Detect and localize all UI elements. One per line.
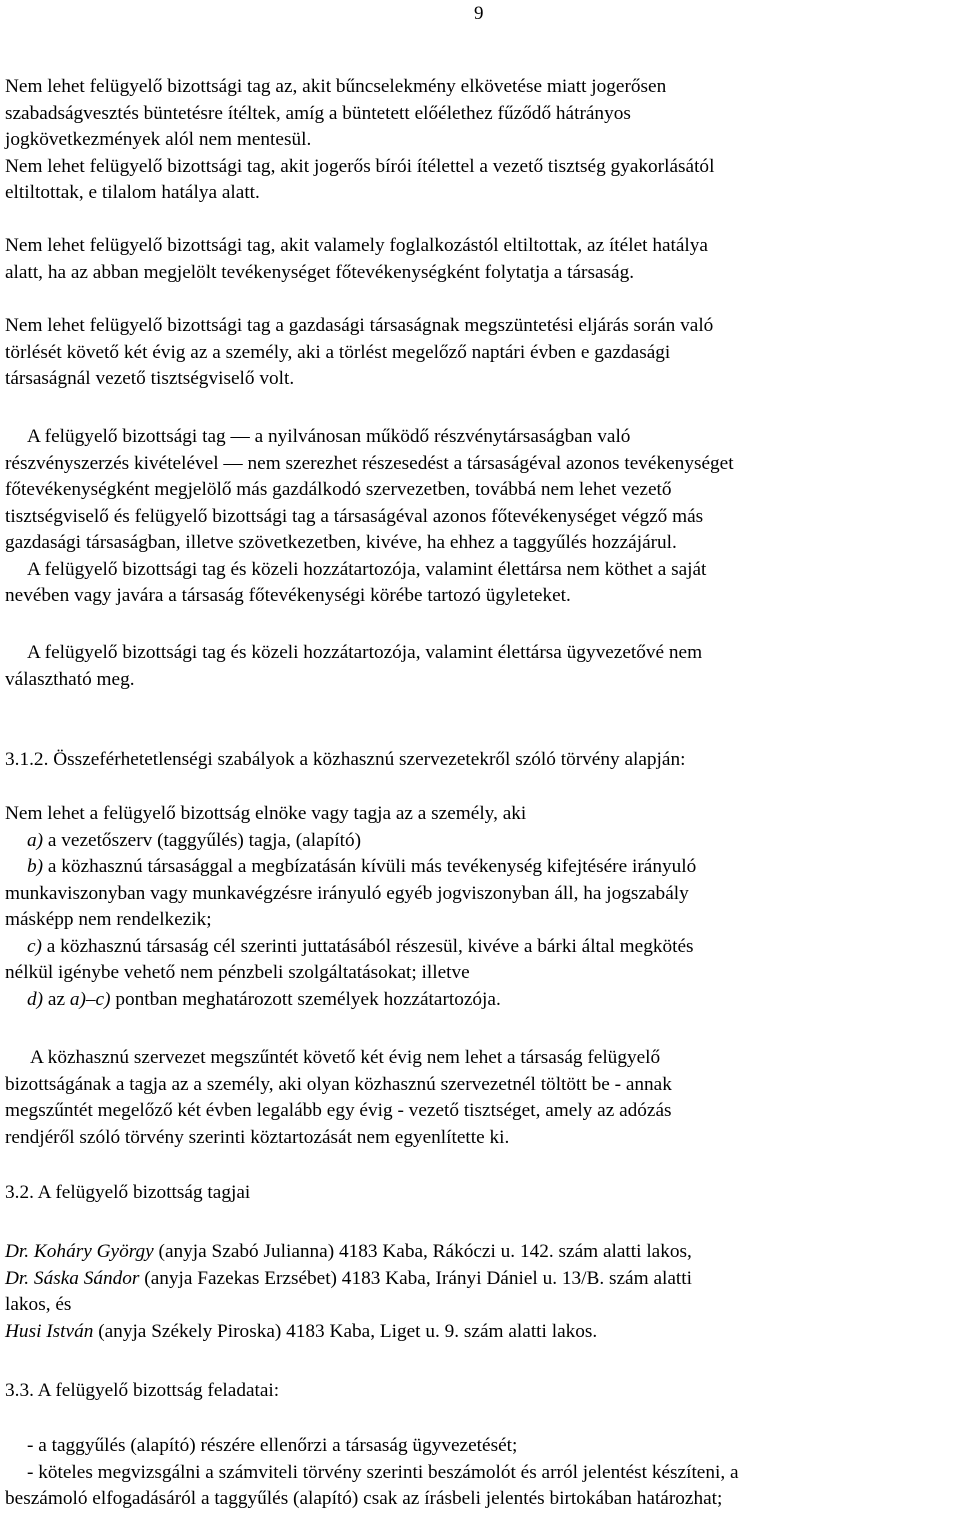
member-entry (5, 1239, 960, 1266)
list-item-d (5, 987, 960, 1014)
list-item-c (5, 934, 960, 961)
list-item-a (5, 828, 960, 855)
paragraph-manager-restriction (5, 640, 960, 693)
text-line: gazdasági társaságban, illetve szövetkezetben, kivéve, ha ehhez a taggyűlés hozzájárul. (5, 532, 677, 553)
text-line: törlését követő két évig az a személy, aki a törlést megelőző naptári évben e gazdasági (5, 341, 671, 363)
task-item: - a taggyűlés (alapító) részére ellenőrzi a társaság ügyvezetését; (27, 1435, 518, 1456)
heading-text: 3.2. A felügyelő bizottság tagjai (5, 1182, 251, 1203)
text-line: nevében vagy javára a társaság főtevékenységi körébe tartozó ügyleteket. (5, 585, 571, 606)
member-details: (anyja Székely Piroska) 4183 Kaba, Liget u. 9. szám alatti lakos. (93, 1320, 598, 1342)
task-item: - köteles megvizsgálni a számviteli törvény szerinti beszámolót és arról jelentést készíteni, a (27, 1461, 739, 1483)
text-line: beszámoló elfogadásáról a taggyűlés (alapító) csak az írásbeli jelentés birtokában határozhat; (5, 1488, 723, 1509)
text-line: Nem lehet felügyelő bizottsági tag, akit jogerős bírói ítélettel a vezető tisztség gyakorlásától (5, 155, 715, 177)
text-line: jogkövetkezmények alól nem mentesül. (5, 129, 312, 150)
member-list (5, 1239, 960, 1345)
text-line: Nem lehet felügyelő bizottsági tag az, akit bűncselekmény elkövetése miatt jogerősen (5, 76, 667, 97)
text-line: másképp nem rendelkezik; (5, 909, 212, 930)
list-item-text: a közhasznú társaság cél szerinti juttatásából részesül, kivéve a bárki által megkötés (41, 935, 694, 957)
text-line: rendjéről szóló törvény szerinti köztartozását nem egyenlítette ki. (5, 1126, 510, 1148)
list-item-text: a vezetőszerv (taggyűlés) tagja, (alapító) (43, 829, 362, 851)
paragraph-public-benefit (5, 1045, 960, 1151)
text-line: munkaviszonyban vagy munkavégzésre irányuló egyéb jogviszonyban áll, ha jogszabály (5, 882, 689, 904)
member-name: Dr. Koháry György (5, 1241, 154, 1262)
text-line: A felügyelő bizottsági tag — a nyilvánosan működő részvénytársaságban való (27, 426, 631, 447)
heading-text: 3.1.2. Összeférhetetlenségi szabályok a közhasznú szervezetekről szóló törvény alapján: (5, 749, 686, 770)
text-line: társaságnál vezető tisztségviselő volt. (5, 368, 295, 389)
text-line: A felügyelő bizottsági tag és közeli hozzátartozója, valamint élettársa ügyvezetővé nem (27, 642, 703, 663)
text-line: A felügyelő bizottsági tag és közeli hozzátartozója, valamint élettársa nem köthet a saját (27, 558, 707, 580)
paragraph-dissolution (5, 313, 960, 393)
paragraph-competition-restriction (5, 424, 960, 610)
list-marker: c) (27, 935, 42, 957)
paragraph-criminal-conviction (5, 74, 960, 207)
member-details: (anyja Fazekas Erzsébet) 4183 Kaba, Irányi Dániel u. 13/B. szám alatti (139, 1267, 692, 1289)
section-heading-3-1-2 (5, 747, 960, 774)
member-entry (5, 1266, 960, 1293)
text-line: megszűntét megelőző két évben legalább egy évig - vezető tisztséget, amely az adózás (5, 1100, 672, 1121)
list-intro: Nem lehet a felügyelő bizottság elnöke vagy tagja az a személy, aki (5, 803, 527, 824)
member-details: (anyja Szabó Julianna) 4183 Kaba, Rákóczi u. 142. szám alatti lakos, (153, 1241, 692, 1262)
member-name: Husi István (5, 1320, 94, 1342)
text-line: szabadságvesztés büntetésre ítéltek, amíg a büntetett előélethez fűződő hátrányos (5, 102, 631, 124)
list-marker: a) (27, 829, 44, 851)
text-line: Nem lehet felügyelő bizottsági tag a gazdasági társaságnak megszüntetési eljárás során való (5, 315, 714, 336)
paragraph-occupation-ban (5, 233, 960, 286)
list-item-reference: a)–c) (69, 988, 111, 1010)
text-line: bizottságának a tagja az a személy, aki olyan közhasznú szervezetnél töltött be - annak (5, 1073, 672, 1095)
incompatibility-list (5, 801, 960, 1013)
member-entry (5, 1319, 960, 1346)
section-heading-3-2 (5, 1180, 960, 1207)
list-item-text: az (43, 988, 70, 1010)
text-line: alatt, ha az abban megjelölt tevékenységet főtevékenységként folytatja a társaság. (5, 261, 635, 283)
text-line: nélkül igénybe vehető nem pénzbeli szolgáltatásokat; illetve (5, 962, 470, 983)
heading-text: 3.3. A felügyelő bizottság feladatai: (5, 1380, 280, 1401)
text-line: választható meg. (5, 668, 135, 690)
member-details-continued: lakos, és (5, 1294, 72, 1315)
task-list (5, 1433, 960, 1513)
section-heading-3-3 (5, 1378, 960, 1405)
text-line: tisztségviselő és felügyelő bizottsági tag a társaságéval azonos főtevékenységet végző más (5, 505, 704, 527)
page-number: 9 (474, 3, 484, 24)
list-item-text: a közhasznú társasággal a megbízatásán kívüli más tevékenység kifejtésére irányuló (43, 856, 697, 877)
list-marker: d) (27, 988, 44, 1010)
member-name: Dr. Sáska Sándor (5, 1267, 140, 1289)
text-line: főtevékenységként megjelölő más gazdálkodó szervezetben, továbbá nem lehet vezető (5, 479, 672, 500)
text-line: részvényszerzés kivételével — nem szerezhet részesedést a társaságéval azonos tevékenységet (5, 452, 734, 474)
text-line: eltiltottak, e tilalom hatálya alatt. (5, 182, 260, 203)
text-line: A közhasznú szervezet megszűntét követő két évig nem lehet a társaság felügyelő (30, 1047, 661, 1068)
list-marker: b) (27, 856, 44, 877)
text-line: Nem lehet felügyelő bizottsági tag, akit valamely foglalkozástól eltiltottak, az ítélet hatálya (5, 235, 708, 256)
list-item-text: pontban meghatározott személyek hozzátartozója. (110, 988, 501, 1010)
list-item-b (5, 854, 960, 881)
